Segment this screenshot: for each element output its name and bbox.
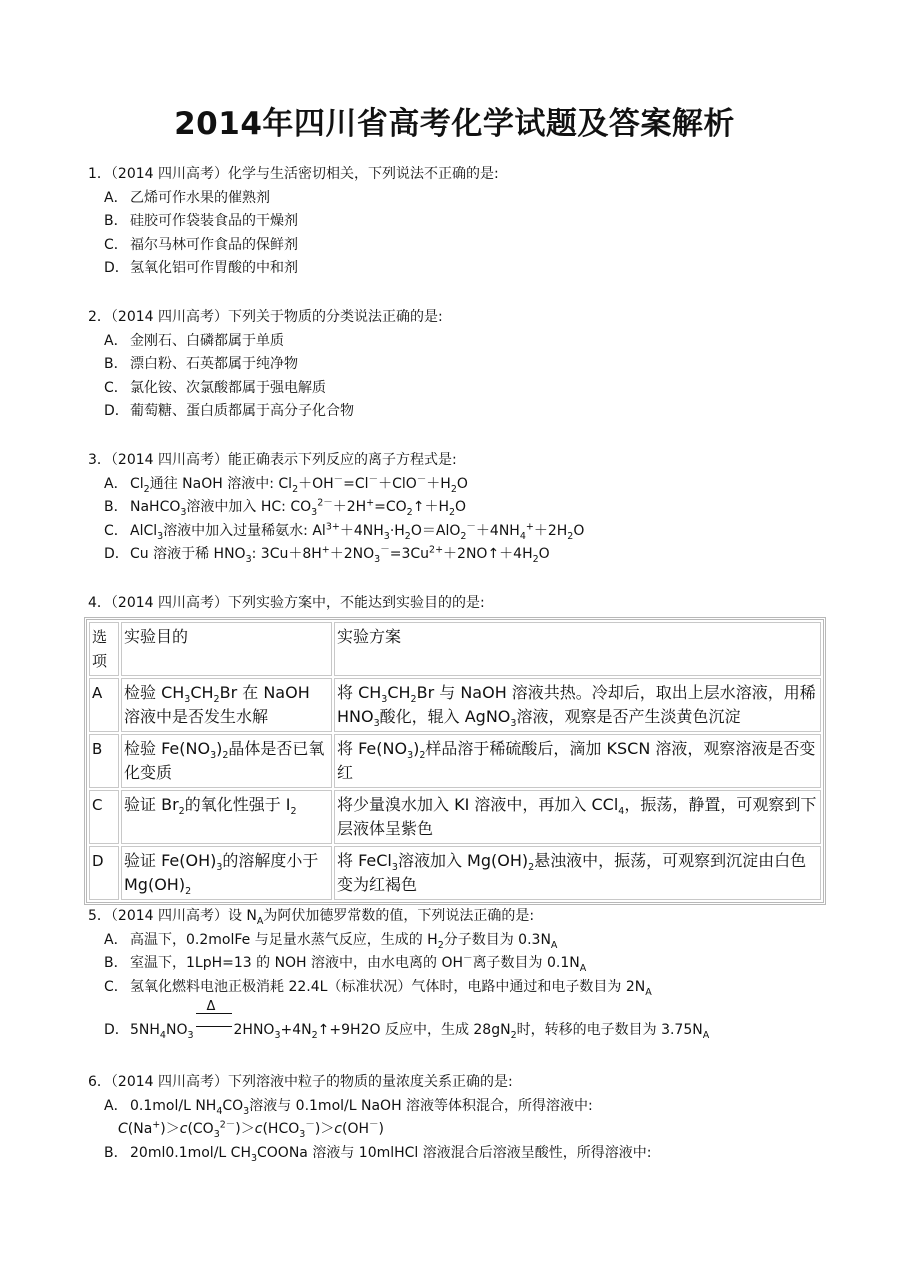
experiment-table [84,617,826,905]
row-method: 将 $Fe(NO_3)_2$样品溶于稀硫酸后，滴加 KSCN 溶液，观察溶液是否变红 [334,734,821,788]
table-row [89,790,821,844]
row-purpose: 验证 $Fe(OH)_3$的溶解度小于 $Mg(OH)_2$ [121,846,332,900]
question-stem: 5．（2014 四川高考）设 $N_A$为阿伏加德罗常数的值，下列说法正确的是: [88,908,535,927]
heating-condition-sign: Δ [196,1013,232,1027]
header-method: 实验方案 [334,622,821,676]
question-stem: 4．（2014 四川高考）下列实验方案中，不能达到实验目的的是: [88,595,485,611]
option-b: B． 室温下，1LpH=13 的 NOH 溶液中，由水电离的 OH－离子数目为 $0.1N_A$ [104,953,587,974]
row-method: 将少量溴水加入 KI 溶液中，再加入 CCl$_4$，振荡，静置，可观察到下层液体呈紫色 [334,790,821,844]
row-option: B [89,734,119,788]
row-method: 将 FeCl$_3$溶液加入 $Mg(OH)_2$悬浊液中，振荡，可观察到沉淀由白色变为红褐色 [334,846,821,900]
row-purpose: 检验 $Fe(NO_3)_2$晶体是否已氧化变质 [121,734,332,788]
row-option: D [89,846,119,900]
option-a: A． 高温下，0.2molFe 与足量水蒸气反应，生成的 $H_2$分子数目为 $0.3N_A$ [104,931,558,951]
row-option: A [89,678,119,732]
question-stem: 1．（2014 四川高考）化学与生活密切相关，下列说法不正确的是: [88,166,499,182]
table-row [89,734,821,788]
question-2 [88,306,828,424]
option-a: A． 金刚石、白磷都属于单质 [104,332,284,349]
row-purpose: 检验 $CH_3CH_2Br$ 在 NaOH 溶液中是否发生水解 [121,678,332,732]
question-stem: 6．（2014 四川高考）下列溶液中粒子的物质的量浓度关系正确的是: [88,1074,513,1090]
header-purpose: 实验目的 [121,622,332,676]
question-5 [88,905,828,1041]
table-header-row [89,622,821,676]
question-stem: 2．（2014 四川高考）下列关于物质的分类说法正确的是: [88,309,443,325]
option-d: D．Cu 溶液于稀 $HNO_3$: $3Cu+8H^++2NO_3^-=3Cu^{2+}+2NO↑+4H_2O$ [104,544,550,565]
option-a: A． $Cl_2$通往 NaOH 溶液中: $Cl_2+OH^-=Cl^-+ClO^-+H_2O$ [104,473,468,495]
option-a: A． 乙烯可作水果的催熟剂 [104,189,270,206]
question-stem: 3．（2014 四川高考）能正确表示下列反应的离子方程式是: [88,452,457,468]
option-a: A． 0.1mol/L $NH_4CO_3$溶液与 0.1mol/L NaOH 溶液等体积混合，所得溶液中: [104,1097,593,1117]
option-d: D．$5NH_4NO_3$ Δ $2HNO_3+4N_2↑+9H2O$ 反应中，生成 $28gN_2$时，转移的电子数目为 $3.75N_A$ [104,999,710,1041]
table-row [89,846,821,900]
row-option: C [89,790,119,844]
question-3 [88,449,828,567]
option-b: B． 硅胶可作袋装食品的干燥剂 [104,213,298,229]
header-option: 选项 [89,622,119,676]
option-c: C． 福尔马林可作食品的保鲜剂 [104,236,298,253]
row-purpose: 验证 $Br_2$的氧化性强于 $I_2$ [121,790,332,844]
option-b: B． 漂白粉、石英都属于纯净物 [104,356,298,372]
table-row [89,678,821,732]
option-c: C． 氢氧化燃料电池正极消耗 22.4L（标准状况）气体时，电路中通过和电子数目为 $2N_A$ [104,978,652,998]
option-c: C． 氯化铵、次氯酸都属于强电解质 [104,379,326,396]
question-1 [88,163,828,281]
row-method: 将 $CH_3CH_2Br$ 与 NaOH 溶液共热。冷却后，取出上层水溶液，用稀 $HNO_3$酸化，辊入 AgNO$_3$溶液，观察是否产生淡黄色沉淀 [334,678,821,732]
option-b: B． 20ml0.1mol/L $CH_3COONa$ 溶液与 10mlHCl 溶液混合后溶液呈酸性，所得溶液中: [104,1144,652,1164]
question-4 [88,592,828,616]
question-6 [88,1071,828,1165]
option-c: C． AlCl$_3$溶液中加入过量稀氨水: $Al^{3+}+4NH_3\cdot H_2O=AlO_2^-+4NH_4^++2H_2O$ [104,520,585,542]
option-b: B． NaHCO$_3$溶液中加入 HC: $CO_3^{2-}+2H^+=CO_2↑+H_2O$ [104,497,467,518]
option-a-relation: $C(Na^+)>c(CO_3^{2-})>c(HCO_3^-)>c(OH^-)$ [118,1119,384,1140]
option-d: D．葡萄糖、蛋白质都属于高分子化合物 [104,403,354,419]
option-d: D．氢氧化铝可作胃酸的中和剂 [104,260,298,276]
page-title: 2014年四川省高考化学试题及答案解析 [174,106,735,142]
